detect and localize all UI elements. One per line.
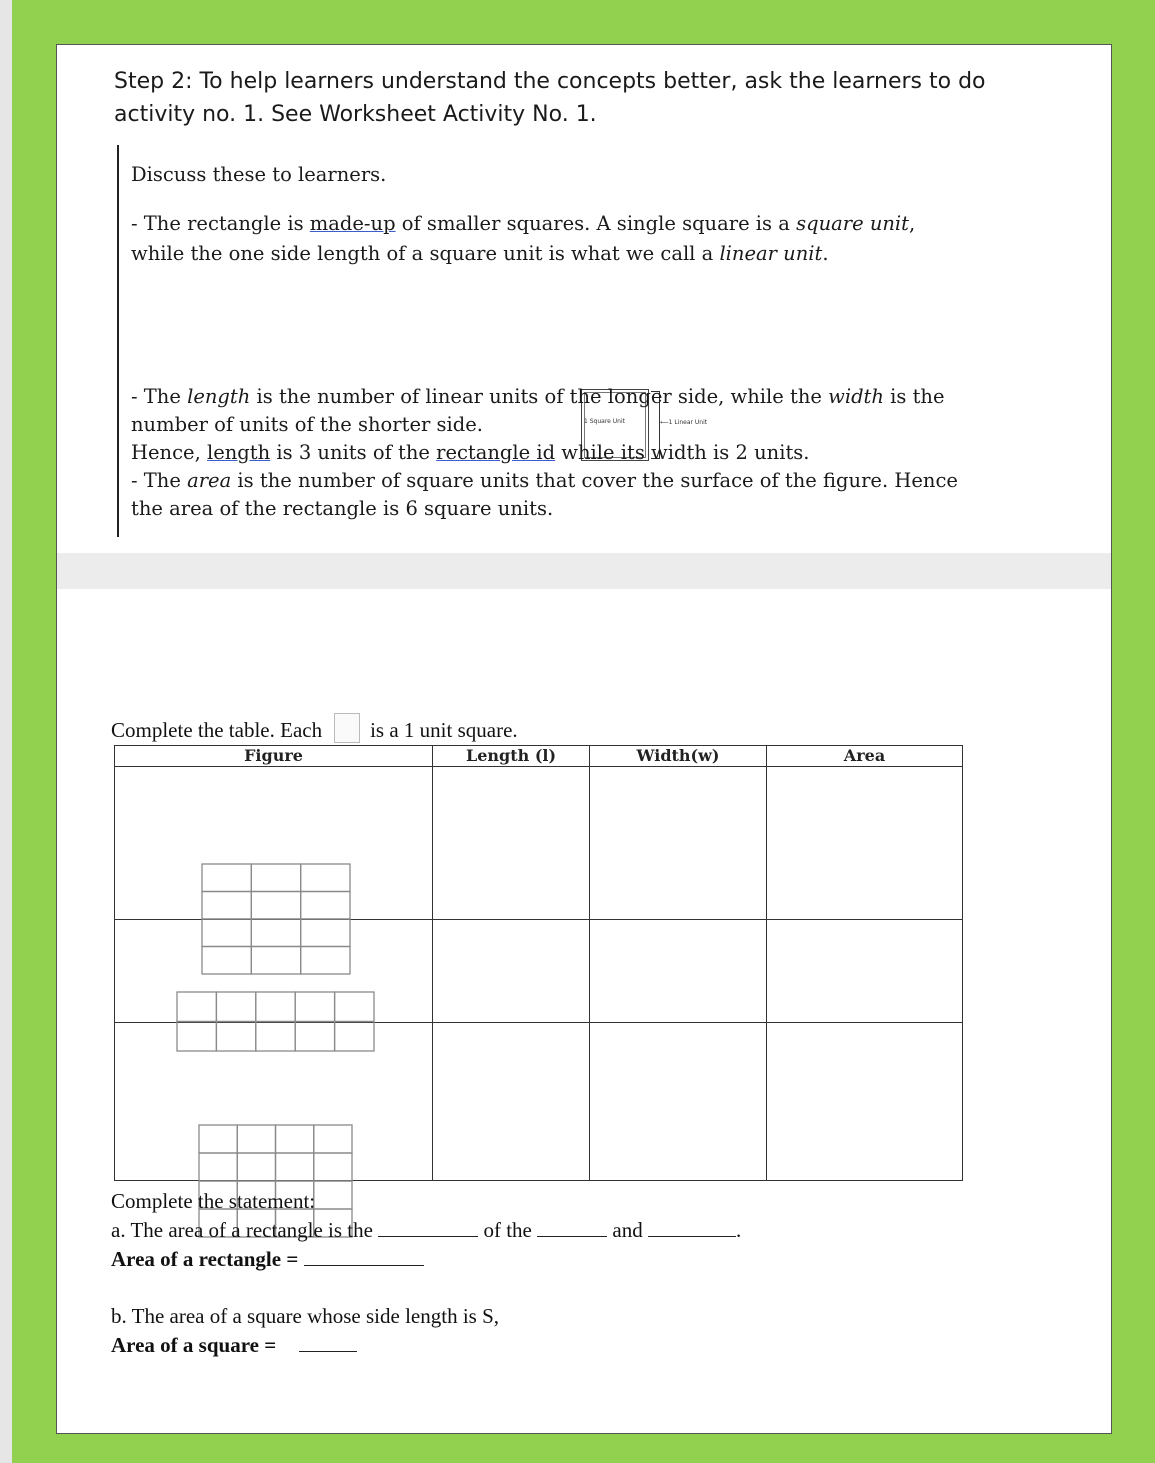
unit-square-cell	[216, 1022, 255, 1052]
step-2-instructions	[114, 65, 1074, 131]
unit-square-cell	[202, 864, 251, 892]
width-answer-cell[interactable]	[590, 767, 767, 920]
unit-square-cell	[335, 1022, 374, 1052]
linear-unit-term: linear unit	[719, 242, 823, 265]
unit-square-cell	[335, 992, 374, 1022]
header-width: Width(w)	[590, 746, 767, 767]
made-up-link: made-up	[309, 212, 396, 235]
statement-heading: Complete the statement:	[111, 1189, 316, 1213]
rectangle-id-link: rectangle id	[436, 441, 556, 464]
instruction-text: is a 1 unit square.	[370, 718, 518, 742]
discussion-block	[117, 145, 1071, 537]
unit-square-cell	[301, 919, 350, 947]
text: the area of the rectangle is 6 square units.	[131, 497, 554, 520]
width-term: width	[828, 385, 884, 408]
page-break	[57, 553, 1111, 589]
statement-a	[111, 1216, 1011, 1245]
text: number of units of the shorter side.	[131, 413, 483, 436]
text: while the one side length of a square unit is what we call a	[131, 242, 720, 265]
window-edge	[0, 0, 12, 1463]
unit-square-cell	[276, 1153, 314, 1181]
unit-square-cell	[199, 1125, 237, 1153]
unit-square-cell	[295, 992, 334, 1022]
header-length: Length (l)	[433, 746, 590, 767]
text: ,	[909, 212, 916, 235]
area-square-blank[interactable]	[299, 1333, 357, 1352]
unit-square-cell	[237, 1125, 275, 1153]
area-square-line	[111, 1331, 1011, 1360]
text: of the	[483, 1218, 532, 1242]
text: is the number of linear units of the longer side, while the	[250, 385, 829, 408]
unit-square-cell	[314, 1125, 352, 1153]
unit-square-cell	[301, 892, 350, 920]
text: - The	[131, 469, 188, 492]
unit-square-cell	[237, 1153, 275, 1181]
unit-square-cell	[251, 892, 300, 920]
unit-square-cell	[202, 892, 251, 920]
text: a. The area of a rectangle is the	[111, 1218, 373, 1242]
area-answer-cell[interactable]	[767, 767, 963, 920]
unit-square-icon	[334, 713, 360, 743]
unit-square-cell	[202, 919, 251, 947]
step-line-2: activity no. 1. See Worksheet Activity No. 1.	[114, 102, 597, 127]
linear-unit-text: 1 Linear Unit	[668, 419, 708, 426]
length-width-area-paragraph	[131, 383, 1061, 523]
area-rectangle-line	[111, 1245, 1011, 1274]
document-page	[56, 44, 1112, 1434]
grid-figure-2	[176, 991, 375, 1052]
text: and	[612, 1218, 643, 1242]
square-unit-label: 1 Square Unit	[584, 418, 625, 425]
answer-blank-2[interactable]	[537, 1218, 607, 1237]
statement-b: b. The area of a square whose side length is S,	[111, 1304, 500, 1328]
width-answer-cell[interactable]	[590, 920, 767, 1023]
unit-square-cell	[251, 919, 300, 947]
area-answer-cell[interactable]	[767, 1023, 963, 1181]
text: is the number of square units that cover the surface of the figure. Hence	[231, 469, 958, 492]
area-rectangle-blank[interactable]	[304, 1247, 424, 1266]
unit-square-cell	[202, 947, 251, 975]
text: .	[735, 1218, 742, 1242]
text: while its width is 2 units.	[555, 441, 810, 464]
length-answer-cell[interactable]	[433, 767, 590, 920]
width-answer-cell[interactable]	[590, 1023, 767, 1181]
unit-square-cell	[256, 992, 295, 1022]
answer-blank-3[interactable]	[648, 1218, 736, 1237]
unit-square-cell	[256, 1022, 295, 1052]
unit-square-cell	[301, 864, 350, 892]
table-header-row	[115, 746, 963, 767]
text: - The rectangle is	[131, 212, 310, 235]
length-link: length	[206, 441, 271, 464]
unit-square-cell	[301, 947, 350, 975]
area-term: area	[187, 469, 232, 492]
text: of smaller squares. A single square is a	[395, 212, 797, 235]
table-row	[115, 767, 963, 920]
area-rectangle-label: Area of a rectangle =	[111, 1247, 299, 1271]
unit-square-cell	[177, 1022, 216, 1052]
area-answer-cell[interactable]	[767, 920, 963, 1023]
grid-figure-1	[201, 863, 351, 975]
square-unit-paragraph	[131, 209, 1051, 269]
discussion-heading: Discuss these to learners.	[131, 163, 387, 186]
text: Hence,	[131, 441, 207, 464]
unit-square-cell	[276, 1125, 314, 1153]
linear-unit-label: ⟵1 Linear Unit	[660, 419, 708, 426]
instruction-text: Complete the table. Each	[111, 718, 323, 742]
length-answer-cell[interactable]	[433, 1023, 590, 1181]
unit-square-cell	[216, 992, 255, 1022]
step-line-1: Step 2: To help learners understand the concepts better, ask the learners to do	[114, 69, 986, 94]
unit-square-cell	[314, 1153, 352, 1181]
table-instruction	[111, 713, 518, 743]
answer-blank-1[interactable]	[378, 1218, 478, 1237]
unit-square-cell	[177, 992, 216, 1022]
unit-square-cell	[199, 1153, 237, 1181]
unit-square-cell	[251, 947, 300, 975]
header-area: Area	[767, 746, 963, 767]
text: - The	[131, 385, 188, 408]
text: is the	[883, 385, 945, 408]
complete-statement-section	[111, 1187, 1011, 1360]
header-figure: Figure	[115, 746, 433, 767]
unit-square-cell	[251, 864, 300, 892]
text: is 3 units of the	[270, 441, 437, 464]
text: .	[822, 242, 829, 265]
length-term: length	[187, 385, 251, 408]
figure-cell	[115, 767, 433, 920]
area-square-label: Area of a square =	[111, 1333, 277, 1357]
unit-square-cell	[295, 1022, 334, 1052]
length-answer-cell[interactable]	[433, 920, 590, 1023]
square-unit-term: square unit	[796, 212, 910, 235]
worksheet-table	[114, 745, 963, 1181]
